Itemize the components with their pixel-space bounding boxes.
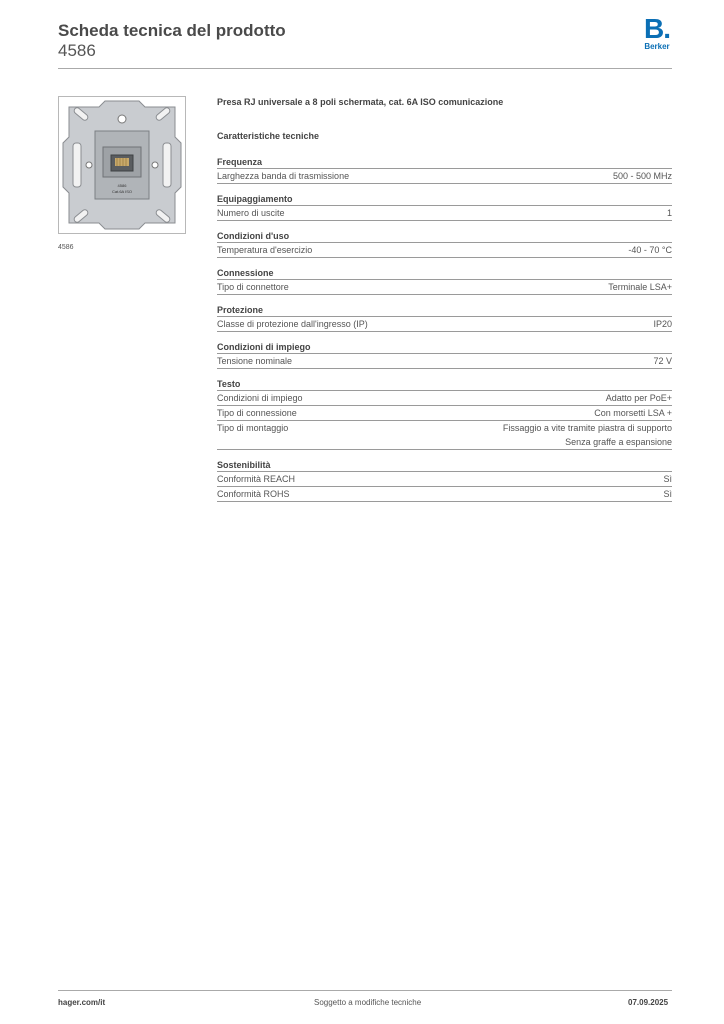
spec-group-title: Connessione xyxy=(217,268,274,278)
spec-value-line: Terminale LSA+ xyxy=(608,282,672,292)
spec-group xyxy=(217,157,672,184)
product-title: Presa RJ universale a 8 poli schermata, cat. 6A ISO comunicazione xyxy=(217,97,504,107)
spec-group xyxy=(217,460,672,502)
socket-label-code: 4586 xyxy=(117,183,127,188)
spec-group-divider xyxy=(217,368,672,369)
spec-value xyxy=(663,472,672,486)
spec-groups xyxy=(217,157,672,502)
spec-group-title: Frequenza xyxy=(217,157,263,167)
spec-group xyxy=(217,342,672,369)
spec-group-divider xyxy=(217,501,672,502)
spec-value-line: Sì xyxy=(663,474,672,484)
spec-group-divider xyxy=(217,331,672,332)
spec-value-line: 500 - 500 MHz xyxy=(612,171,672,181)
spec-value xyxy=(613,169,672,183)
logo-brand-name: Berker xyxy=(644,42,670,51)
spec-value-line: Fissaggio a vite tramite piastra di supporto xyxy=(502,423,672,433)
spec-value xyxy=(503,421,672,449)
image-caption: 4586 xyxy=(58,244,74,251)
spec-value xyxy=(653,354,672,368)
spec-label: Tipo di connettore xyxy=(217,282,289,292)
spec-value-line: -40 - 70 °C xyxy=(628,245,672,255)
footer-note: Soggetto a modifiche tecniche xyxy=(314,998,422,1007)
spec-label: Tipo di connessione xyxy=(217,408,297,418)
spec-value xyxy=(663,487,672,501)
spec-value-line: Adatto per PoE+ xyxy=(605,393,672,403)
spec-row xyxy=(217,405,672,420)
spec-group-divider xyxy=(217,449,672,450)
spec-row xyxy=(217,279,672,294)
spec-label: Numero di uscite xyxy=(217,208,285,218)
section-title: Caratteristiche tecniche xyxy=(217,131,320,141)
spec-label: Tipo di montaggio xyxy=(217,423,289,433)
spec-value xyxy=(594,406,672,420)
spec-group-title: Testo xyxy=(217,379,241,389)
rj-socket-illustration xyxy=(59,97,185,233)
spec-value xyxy=(667,206,672,220)
spec-row xyxy=(217,242,672,257)
spec-group xyxy=(217,305,672,332)
spec-group-title: Protezione xyxy=(217,305,264,315)
spec-row xyxy=(217,353,672,368)
footer-divider xyxy=(58,990,672,991)
document-header xyxy=(58,20,286,61)
spec-value-line: Senza graffe a espansione xyxy=(565,437,672,447)
footer-date: 07.09.2025 xyxy=(628,998,669,1007)
spec-group-title: Condizioni d'uso xyxy=(217,231,290,241)
product-code: 4586 xyxy=(58,41,96,60)
spec-row xyxy=(217,205,672,220)
spec-label: Conformità ROHS xyxy=(217,489,290,499)
spec-value-line: Sì xyxy=(663,489,672,499)
spec-value xyxy=(653,317,672,331)
document-title: Scheda tecnica del prodotto xyxy=(58,21,286,40)
spec-group-divider xyxy=(217,183,672,184)
spec-value-line: 1 xyxy=(666,208,672,218)
spec-label: Tensione nominale xyxy=(217,356,293,366)
spec-label: Conformità REACH xyxy=(217,474,296,484)
spec-value xyxy=(606,391,672,405)
spec-value-line: Con morsetti LSA + xyxy=(594,408,672,418)
product-image xyxy=(58,96,186,234)
spec-content xyxy=(217,96,672,512)
spec-group-title: Condizioni di impiego xyxy=(217,342,311,352)
spec-row xyxy=(217,471,672,486)
spec-label: Temperatura d'esercizio xyxy=(217,245,313,255)
spec-row xyxy=(217,390,672,405)
spec-value xyxy=(628,243,672,257)
spec-group-divider xyxy=(217,294,672,295)
spec-label: Condizioni di impiego xyxy=(217,393,303,403)
berker-logo xyxy=(640,13,674,51)
spec-group-divider xyxy=(217,257,672,258)
spec-value xyxy=(608,280,672,294)
spec-value-line: 72 V xyxy=(653,356,672,366)
spec-group xyxy=(217,194,672,221)
header-divider xyxy=(58,68,672,69)
spec-row xyxy=(217,316,672,331)
spec-row xyxy=(217,420,672,449)
spec-group xyxy=(217,268,672,295)
spec-row xyxy=(217,486,672,501)
spec-row xyxy=(217,168,672,183)
socket-label-cat: Cat.6A ISO xyxy=(111,189,133,194)
spec-value-line: IP20 xyxy=(653,319,672,329)
logo-letter: B. xyxy=(644,13,670,44)
spec-group-title: Equipaggiamento xyxy=(217,194,293,204)
spec-group-title: Sostenibilità xyxy=(217,460,271,470)
spec-group xyxy=(217,379,672,450)
spec-group-divider xyxy=(217,220,672,221)
spec-label: Larghezza banda di trasmissione xyxy=(217,171,350,181)
spec-label: Classe di protezione dall'ingresso (IP) xyxy=(217,319,368,329)
spec-group xyxy=(217,231,672,258)
footer-website-link[interactable]: hager.com/it xyxy=(58,998,106,1007)
